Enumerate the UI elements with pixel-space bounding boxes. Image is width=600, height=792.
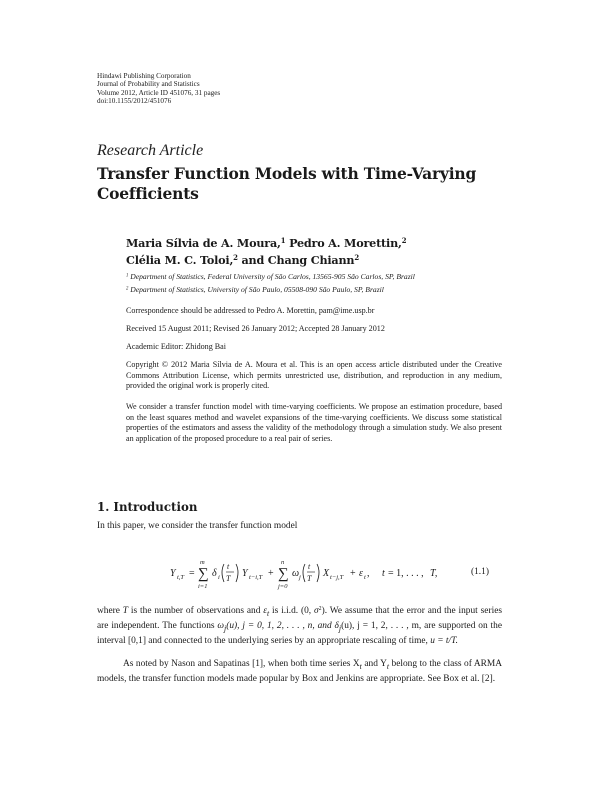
svg-text:i=1: i=1 (198, 583, 208, 590)
svg-text:Y: Y (242, 568, 248, 579)
author-3: Clélia M. C. Toloi, (126, 253, 234, 267)
p1-math-superscript: 2 (318, 605, 322, 612)
p1-math-subscript: t (266, 608, 270, 618)
svg-text:t,T: t,T (177, 574, 185, 581)
p2-text: As noted by Nason and Sapatinas [1], when both time series X (123, 659, 360, 669)
abstract: We consider a transfer function model with time-varying coefficients. We propose an estimation procedure, based on the least squares method and wavelet expansions of the time-varying coefficients. We discuss some statistical properties of the estimators and assess the validity of the methodology through a simulation study. We also present an application of the proposed procedure to a real pair of series. (126, 402, 502, 443)
affiliation-1 (126, 272, 415, 281)
p1-math-subscript: j (224, 623, 227, 633)
section-heading: 1. Introduction (97, 500, 198, 514)
affiliation-2-number: 2 (126, 286, 129, 292)
svg-text:t−j,T: t−j,T (330, 574, 344, 581)
svg-text:δ: δ (212, 568, 217, 579)
doi: doi:10.1155/2012/451076 (97, 97, 172, 106)
svg-text:n: n (281, 559, 285, 566)
p1-text: (u), j = 1, 2, . . . , m, are supported on the interval [0,1] and connected to the underlying series by an appropriate rescaling of time, (97, 621, 502, 647)
p2-math-subscript: t (386, 661, 390, 671)
article-type: Research Article (97, 142, 204, 159)
paper-title: Transfer Function Models with Time-Varying Coefficients (97, 164, 477, 203)
svg-text:∑: ∑ (198, 566, 209, 582)
svg-text:X: X (323, 568, 330, 579)
p1-text: (u), j = 0, 1, 2, . . . , n, and (226, 621, 335, 632)
svg-text:t: t (382, 568, 385, 579)
p1-math-sigma: σ (314, 606, 319, 616)
p1-math-epsilon: ε (263, 606, 267, 616)
svg-text:m: m (200, 559, 205, 566)
p1-text: is the number of observations and (128, 606, 264, 616)
svg-text:t: t (364, 574, 366, 581)
svg-text:+: + (268, 568, 274, 579)
p1-math-delta: δ (334, 621, 339, 632)
author-4-affil: 2 (354, 253, 359, 263)
p1-math-omega: ω (217, 621, 225, 632)
svg-text:T: T (226, 574, 231, 583)
affiliation-1-text: Department of Statistics, Federal University of São Carlos, 13565-905 São Carlos, SP, Brazil (130, 272, 415, 281)
author-1-affil: 1 (280, 236, 286, 246)
p1-text: ). We assume that the error and the input series are independent. The functions (97, 606, 503, 632)
svg-text:j: j (299, 574, 301, 581)
author-list (126, 235, 406, 269)
volume-info: Volume 2012, Article ID 451076, 31 pages (97, 88, 221, 97)
author-3-affil: 2 (233, 253, 238, 263)
copyright: Copyright © 2012 Maria Sílvia de A. Moura et al. This is an open access article distributed under the Creative Commons Attribution License, which permits unrestricted use, distribution, and reproduction in any medium, provided the original work is properly cited. (126, 360, 502, 391)
correspondence: Correspondence should be addressed to Pedro A. Morettin, pam@ime.usp.br (126, 306, 375, 315)
p1-text: is i.i.d. (0, (269, 606, 315, 616)
svg-text:=: = (189, 568, 195, 579)
svg-text:j=0: j=0 (278, 583, 288, 590)
svg-text:i: i (218, 574, 220, 581)
p1-math-T: T (122, 606, 129, 616)
paragraph-2 (97, 658, 502, 686)
affiliation-2-text: Department of Statistics, University of São Paulo, 05508-090 São Paulo, SP, Brazil (130, 285, 384, 294)
journal-name: Journal of Probability and Statistics (97, 80, 200, 89)
author-4: and Chang Chiann (241, 253, 355, 267)
svg-text:ε: ε (359, 568, 363, 579)
svg-text:= 1, . . . ,: = 1, . . . , (388, 568, 424, 579)
publisher: Hindawi Publishing Corporation (97, 72, 191, 80)
svg-text:T: T (307, 574, 312, 583)
author-1: Maria Sílvia de A. Moura, (126, 236, 281, 250)
p1-text: where (97, 606, 123, 616)
affiliation-2 (126, 285, 384, 294)
intro-sentence: In this paper, we consider the transfer function model (97, 521, 298, 531)
svg-text:t: t (308, 562, 311, 571)
svg-text:Y: Y (170, 568, 176, 579)
dates: Received 15 August 2011; Revised 26 January 2012; Accepted 28 January 2012 (126, 324, 385, 333)
p1-math-subscript: j (338, 623, 342, 633)
svg-text:t−i,T: t−i,T (249, 574, 263, 581)
academic-editor: Academic Editor: Zhidong Bai (126, 342, 227, 351)
transfer-function-formula (160, 550, 460, 595)
svg-text:∑: ∑ (278, 566, 289, 582)
author-2-affil: 2 (401, 236, 407, 246)
p1-math-rescaling: u = t/T. (430, 636, 458, 647)
paragraph-1 (97, 605, 502, 648)
journal-header (97, 72, 220, 106)
affiliation-1-number: 1 (126, 273, 129, 279)
svg-text:+: + (350, 568, 356, 579)
svg-text:ω: ω (292, 568, 300, 579)
author-2: Pedro A. Morettin, (289, 236, 402, 250)
svg-text:,: , (367, 568, 370, 579)
svg-text:t: t (227, 562, 230, 571)
p2-text: and Y (361, 659, 387, 669)
p2-text: belong to the class of ARMA models, the transfer function models made popular by Box and Jenkins are appropriate. See Box et al. [2]. (97, 659, 502, 685)
p2-math-subscript: t (359, 661, 362, 671)
equation-1-1 (0, 550, 600, 595)
equation-number: (1.1) (471, 567, 489, 577)
svg-text:T,: T, (430, 568, 438, 579)
